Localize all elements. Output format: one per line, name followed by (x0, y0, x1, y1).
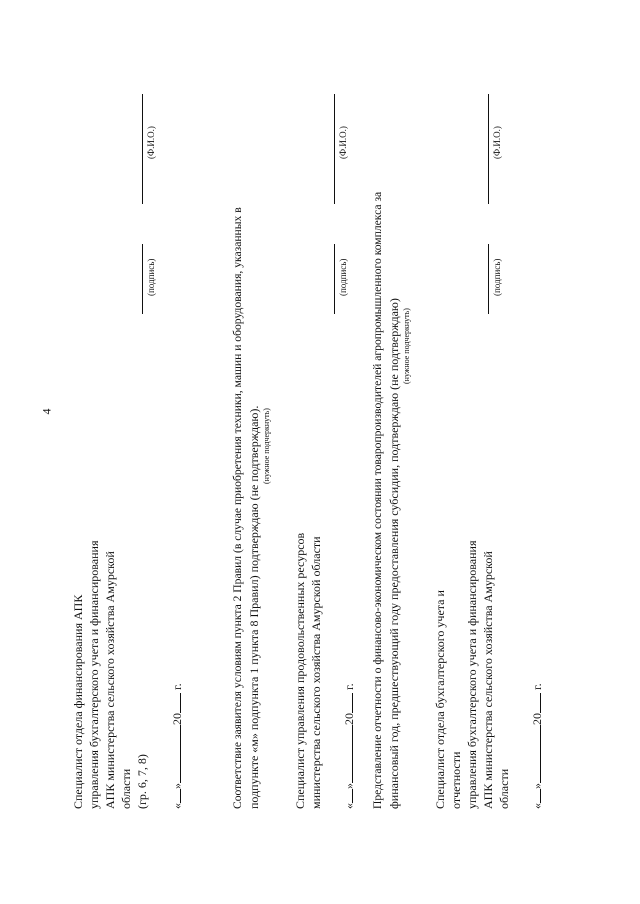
block5-line-3: управления бухгалтерского учета и финансирования (465, 540, 479, 809)
block2-line-1: Соответствие заявителя условиям пункта 2 Правил (в случае приобретения техники, машин и оборудования, указанных в (231, 207, 244, 809)
signature-line (142, 244, 143, 314)
signature-caption: (подпись) (338, 258, 348, 296)
quote-open: « (342, 803, 356, 809)
quote-close: » (530, 783, 544, 789)
year-suffix: г. (530, 683, 544, 690)
block1-line-2: управления бухгалтерского учета и финансирования (87, 540, 101, 809)
block1-line-4: области (119, 768, 133, 809)
year-prefix: 20 (342, 713, 356, 725)
quote-open: « (530, 803, 544, 809)
year-prefix: 20 (170, 713, 184, 725)
year-suffix: г. (342, 683, 356, 690)
block5-line-4: АПК министерства сельского хозяйства Амурской (481, 551, 495, 809)
quote-close: » (342, 783, 356, 789)
page-number: 4 (39, 408, 54, 415)
block1-line-3: АПК министерства сельского хозяйства Амурской (103, 551, 117, 809)
block1-date (168, 683, 185, 809)
block3-date (340, 683, 357, 809)
block1-line-5: (гр. 6, 7, 8) (135, 754, 149, 809)
block2-note: (нужное подчеркнуть) (262, 408, 271, 484)
signature-line (334, 244, 335, 314)
block5-line-2: отчетности (449, 751, 463, 809)
fio-caption: (Ф.И.О.) (146, 126, 156, 159)
signature-caption: (подпись) (492, 258, 502, 296)
signature-line (488, 244, 489, 314)
year-suffix: г. (170, 683, 184, 690)
year-prefix: 20 (530, 713, 544, 725)
block4-line-1: Представление отчетности о финансово-экономическом состоянии товаропроизводителей агропромышленного комплекса за (371, 191, 384, 809)
block5-line-1: Специалист отдела бухгалтерского учета и (433, 590, 447, 809)
block4-line-2: финансовый год, предшествующий году предоставления субсидии, подтверждаю (не подтверждаю) (387, 298, 401, 809)
fio-line (142, 94, 143, 204)
fio-caption: (Ф.И.О.) (338, 126, 348, 159)
signature-caption: (подпись) (146, 258, 156, 296)
fio-line (334, 94, 335, 204)
block5-date (528, 683, 545, 809)
fio-line (488, 94, 489, 204)
block3-line-1: Специалист управления продовольственных ресурсов (293, 532, 307, 809)
block3-line-2: министерства сельского хозяйства Амурской области (309, 536, 323, 809)
quote-open: « (170, 803, 184, 809)
block1-line-1: Специалист отдела финансирования АПК (71, 594, 85, 809)
fio-caption: (Ф.И.О.) (492, 126, 502, 159)
block5-line-5: области (497, 768, 511, 809)
quote-close: » (170, 783, 184, 789)
block2-line-2: подпункте «м» подпункта 1 пункта 8 Правил) подтверждаю (не подтверждаю). (247, 405, 261, 809)
block4-note: (нужное подчеркнуть) (402, 308, 411, 384)
